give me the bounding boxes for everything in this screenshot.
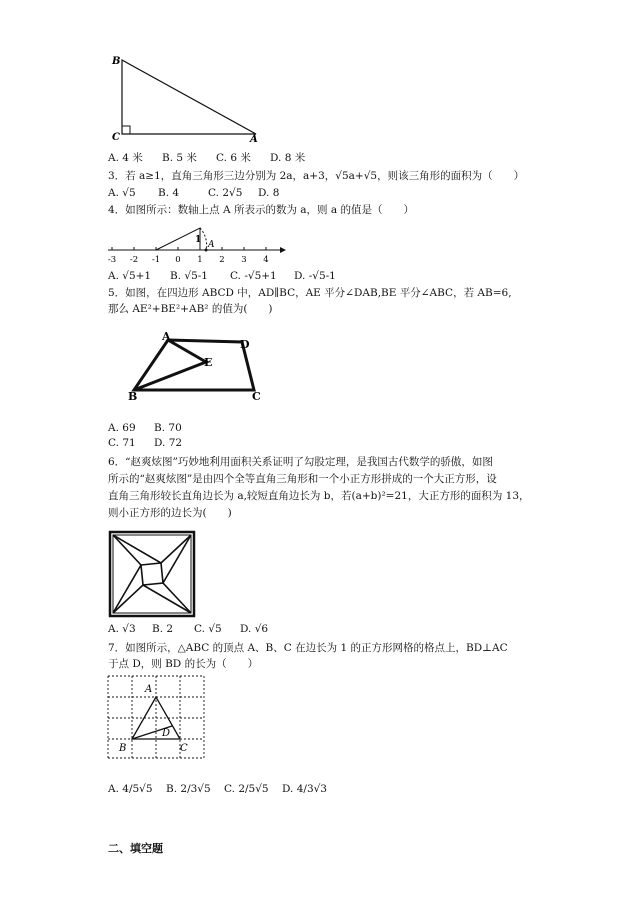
q7-label-d: D: [162, 728, 171, 739]
q5-label-b: B: [128, 390, 138, 403]
q4-tick-label: 3: [241, 255, 247, 265]
q3-option-c[interactable]: C. 2√5: [208, 187, 243, 199]
q5-option-d[interactable]: D. 72: [154, 437, 183, 449]
q5-text-line1: 5．如图，在四边形 ABCD 中，AD∥BC，AE 平分∠DAB,BE 平分∠ABC，若 AB=6,: [108, 287, 512, 299]
q4-options: [108, 269, 336, 283]
q4-tick-label: 4: [263, 255, 269, 265]
q4-option-d[interactable]: D. -√5-1: [294, 270, 336, 282]
q3-option-a[interactable]: A. √5: [108, 187, 136, 199]
q5-options-row2: [108, 436, 182, 450]
q7-option-a[interactable]: A. 4/5√5: [108, 783, 153, 795]
q7-label-b: B: [119, 743, 127, 754]
q4-label-a: A: [208, 240, 215, 250]
q7-option-d[interactable]: D. 4/3√3: [282, 783, 327, 795]
q6-options: [108, 622, 268, 636]
q4-text: 4．如图所示：数轴上点 A 所表示的数为 a，则 a 的值是（ ）: [108, 204, 414, 216]
q5-label-e: E: [204, 356, 213, 369]
q2-option-d[interactable]: D. 8 米: [270, 152, 306, 164]
q7-text-line1: 7．如图所示，△ABC 的顶点 A、B、C 在边长为 1 的正方形网格的格点上，BD⊥AC: [108, 642, 508, 654]
q2-label-a: A: [250, 134, 258, 144]
q2-label-b: B: [112, 56, 121, 67]
q7-text-line2: 于点 D，则 BD 的长为（ ）: [108, 658, 259, 670]
q3-option-b[interactable]: B. 4: [158, 187, 180, 199]
q6-option-d[interactable]: D. √6: [240, 623, 269, 635]
q4-option-c[interactable]: C. -√5+1: [230, 270, 277, 282]
q5-options-row1: [108, 421, 182, 435]
q3-options: [108, 186, 279, 200]
q7-label-a: A: [145, 684, 153, 695]
q4-option-b[interactable]: B. √5-1: [170, 270, 208, 282]
q6-option-c[interactable]: C. √5: [194, 623, 222, 635]
q4-number-line-figure: [106, 220, 286, 266]
q5-label-a: A: [162, 332, 171, 343]
q6-zhao-shuang-figure: [108, 530, 196, 618]
q2-option-a[interactable]: A. 4 米: [108, 152, 143, 164]
q4-option-a[interactable]: A. √5+1: [108, 270, 152, 282]
q6-option-a[interactable]: A. √3: [108, 623, 136, 635]
q7-label-c: C: [180, 743, 188, 754]
q5-option-b[interactable]: B. 70: [154, 422, 182, 434]
q2-option-b[interactable]: B. 5 米: [162, 152, 197, 164]
q4-tick-label: -3: [107, 255, 117, 265]
q4-label-one: 1: [195, 235, 202, 245]
q4-tick-label: -1: [151, 255, 161, 265]
q4-tick-label: 2: [219, 255, 225, 265]
section-2-title: 二、填空题: [108, 842, 163, 855]
q7-option-c[interactable]: C. 2/5√5: [224, 783, 269, 795]
q5-option-a[interactable]: A. 69: [108, 422, 136, 434]
q4-tick-label: 1: [197, 255, 203, 265]
q2-options: [108, 151, 305, 165]
q5-quadrilateral-figure: [124, 332, 274, 406]
q5-label-d: D: [240, 338, 250, 351]
q2-label-c: C: [112, 132, 120, 143]
q3-option-d[interactable]: D. 8: [258, 187, 280, 199]
q4-tick-label: -2: [129, 255, 139, 265]
q5-text-line2: 那么 AE²+BE²+AB² 的值为( ): [108, 303, 273, 315]
q3-text: 3．若 a≥1，直角三角形三边分别为 2a，a+3，√5a+√5，则该三角形的面积为（ ）: [108, 170, 525, 182]
q6-text-line4: 则小正方形的边长为( ): [108, 507, 232, 519]
q6-option-b[interactable]: B. 2: [152, 623, 174, 635]
q6-text-line2: 所示的“赵爽炫图”是由四个全等直角三角形和一个小正方形拼成的一个大正方形，设: [108, 473, 497, 485]
q6-text-line1: 6．“赵爽炫图”巧妙地利用面积关系证明了勾股定理，是我国古代数学的骄傲，如图: [108, 456, 493, 468]
q7-option-b[interactable]: B. 2/3√5: [166, 783, 211, 795]
q5-label-c: C: [252, 390, 261, 403]
q6-text-line3: 直角三角形较长直角边长为 a,较短直角边长为 b，若(a+b)²=21，大正方形的面积为 13，: [108, 490, 530, 502]
q2-triangle-figure: [110, 52, 270, 144]
q7-options: [108, 782, 327, 796]
q5-option-c[interactable]: C. 71: [108, 437, 136, 449]
q2-option-c[interactable]: C. 6 米: [216, 152, 251, 164]
q4-tick-label: 0: [175, 255, 181, 265]
q7-grid-triangle-figure: [104, 672, 210, 760]
